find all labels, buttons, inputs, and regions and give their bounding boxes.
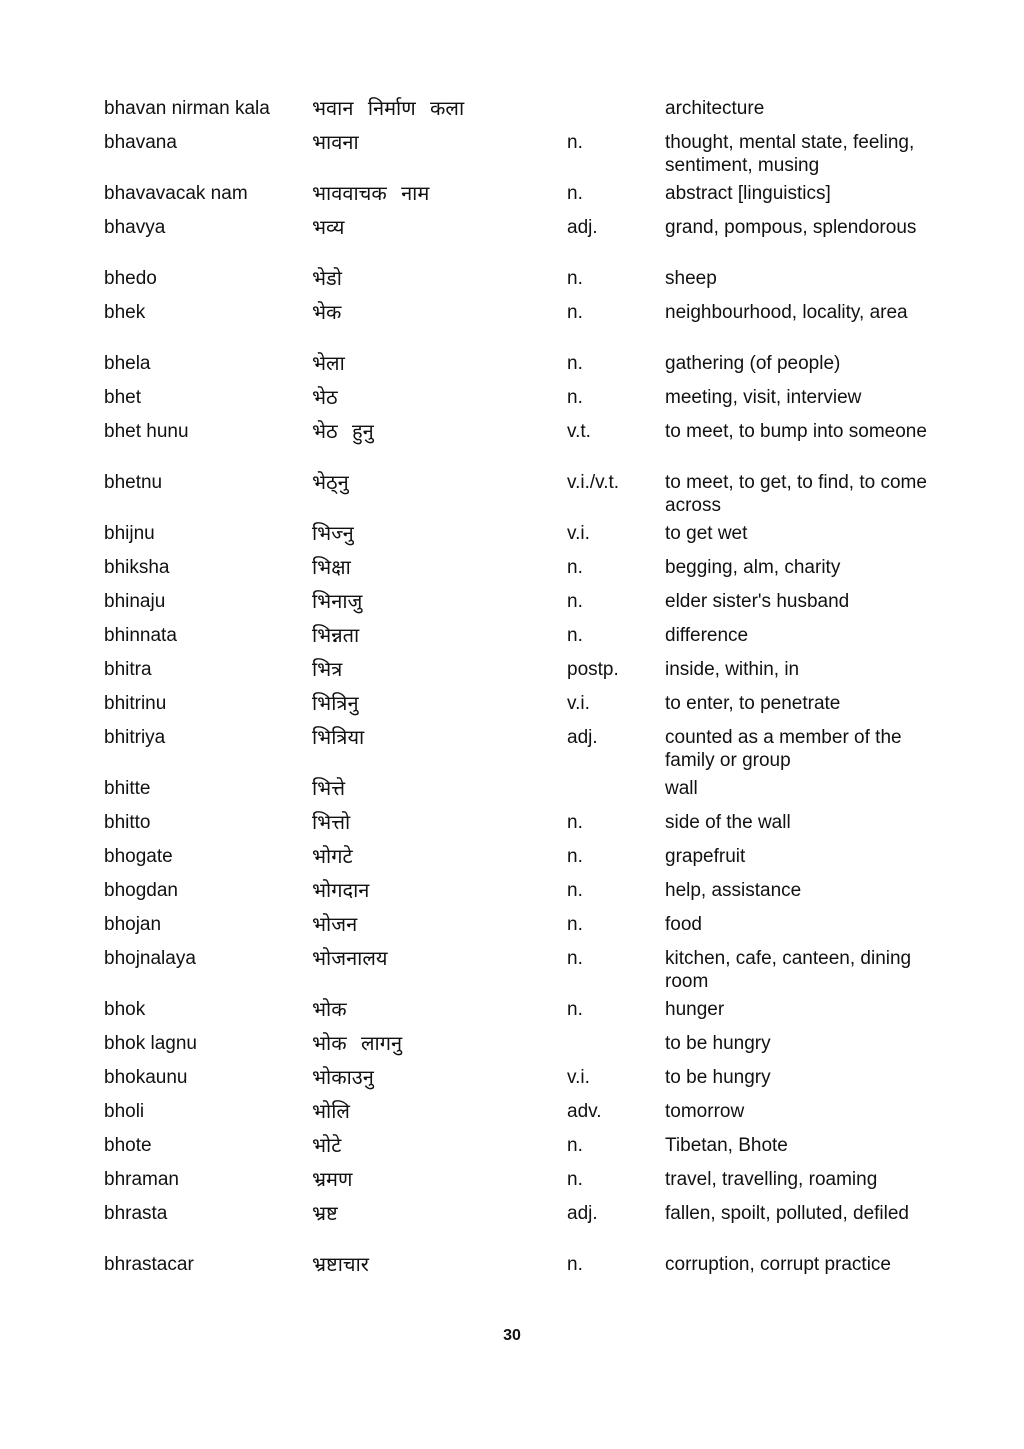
entry-part-of-speech: n. <box>567 1135 583 1156</box>
entry-definition: grapefruit <box>665 846 746 867</box>
dictionary-entry <box>104 845 934 879</box>
entry-devanagari: भेडो <box>312 266 342 290</box>
entry-definition: help, assistance <box>665 880 802 901</box>
dictionary-entry <box>104 726 934 777</box>
entry-definition: to be hungry <box>665 1067 771 1088</box>
entry-definition: side of the wall <box>665 812 791 833</box>
entry-devanagari: भ्रष्टाचार <box>312 1252 369 1276</box>
entry-romanized: bhijnu <box>104 523 155 544</box>
dictionary-entry <box>104 216 934 267</box>
entry-part-of-speech: n. <box>567 268 583 289</box>
entry-romanized: bhogdan <box>104 880 178 901</box>
dictionary-entry <box>104 182 934 216</box>
page-number: 30 <box>503 1327 521 1344</box>
entry-romanized: bhote <box>104 1135 152 1156</box>
entry-romanized: bhela <box>104 353 151 374</box>
entry-part-of-speech: v.i. <box>567 1067 590 1088</box>
dictionary-entry <box>104 777 934 811</box>
entry-romanized: bhrasta <box>104 1203 168 1224</box>
dictionary-entry <box>104 1168 934 1202</box>
entry-devanagari: भेठ <box>312 385 338 409</box>
entry-devanagari: भोटे <box>312 1133 342 1157</box>
entry-definition: hunger <box>665 999 725 1020</box>
dictionary-entry <box>104 913 934 947</box>
entry-romanized: bhek <box>104 302 146 323</box>
entry-definition: to be hungry <box>665 1033 771 1054</box>
entry-definition: to get wet <box>665 523 748 544</box>
entry-definition: difference <box>665 625 749 646</box>
dictionary-entry <box>104 352 934 386</box>
entry-part-of-speech: n. <box>567 914 583 935</box>
entry-romanized: bhet <box>104 387 141 408</box>
entry-definition: sheep <box>665 268 717 289</box>
entry-romanized: bholi <box>104 1101 145 1122</box>
entry-devanagari: भोकाउनु <box>312 1065 374 1089</box>
entry-definition: corruption, corrupt practice <box>665 1254 891 1275</box>
entry-definition: inside, within, in <box>665 659 800 680</box>
entry-definition: Tibetan, Bhote <box>665 1135 788 1156</box>
dictionary-entry <box>104 1100 934 1134</box>
entry-part-of-speech: n. <box>567 1254 583 1275</box>
entry-devanagari: भिन्नता <box>312 623 360 647</box>
entry-romanized: bhojan <box>104 914 162 935</box>
entry-devanagari: भित्रिनु <box>312 691 359 715</box>
entry-devanagari: भेठ हुनु <box>312 419 374 443</box>
entry-romanized: bhitte <box>104 778 151 799</box>
entry-devanagari: भेक <box>312 300 342 324</box>
dictionary-entry <box>104 692 934 726</box>
entry-devanagari: भावना <box>312 130 359 154</box>
entry-romanized: bhojnalaya <box>104 948 196 969</box>
entry-part-of-speech: n. <box>567 999 583 1020</box>
entry-definition: gathering (of people) <box>665 353 841 374</box>
entry-part-of-speech: v.i. <box>567 523 590 544</box>
dictionary-entry <box>104 1066 934 1100</box>
dictionary-entry <box>104 420 934 471</box>
entry-definition: begging, alm, charity <box>665 557 841 578</box>
entry-devanagari: भोक <box>312 997 347 1021</box>
entry-devanagari: भेला <box>312 351 345 375</box>
entry-list <box>104 97 934 1287</box>
dictionary-entry <box>104 301 934 352</box>
entry-romanized: bhitrinu <box>104 693 167 714</box>
entry-part-of-speech: n. <box>567 302 583 323</box>
entry-definition: tomorrow <box>665 1101 745 1122</box>
entry-romanized: bhavana <box>104 132 177 153</box>
entry-part-of-speech: n. <box>567 948 583 969</box>
dictionary-entry <box>104 658 934 692</box>
entry-part-of-speech: n. <box>567 880 583 901</box>
dictionary-entry <box>104 998 934 1032</box>
entry-definition: meeting, visit, interview <box>665 387 862 408</box>
entry-part-of-speech: adv. <box>567 1101 602 1122</box>
entry-definition: food <box>665 914 702 935</box>
dictionary-entry <box>104 522 934 556</box>
entry-romanized: bhedo <box>104 268 157 289</box>
entry-devanagari: भित्रिया <box>312 725 365 749</box>
entry-devanagari: भाववाचक नाम <box>312 181 430 205</box>
entry-romanized: bhraman <box>104 1169 179 1190</box>
entry-romanized: bhogate <box>104 846 173 867</box>
entry-definition: grand, pompous, splendorous <box>665 217 917 238</box>
entry-definition: fallen, spoilt, polluted, defiled <box>665 1203 909 1224</box>
dictionary-entry <box>104 386 934 420</box>
dictionary-entry <box>104 131 934 182</box>
entry-part-of-speech: adj. <box>567 1203 598 1224</box>
dictionary-entry <box>104 879 934 913</box>
entry-devanagari: भिज्नु <box>312 521 354 545</box>
entry-part-of-speech: v.i./v.t. <box>567 472 620 493</box>
entry-part-of-speech: adj. <box>567 217 598 238</box>
entry-part-of-speech: n. <box>567 846 583 867</box>
entry-part-of-speech: n. <box>567 132 583 153</box>
entry-devanagari: भोक लागनु <box>312 1031 403 1055</box>
entry-devanagari: भोलि <box>312 1099 350 1123</box>
entry-romanized: bhavya <box>104 217 166 238</box>
entry-romanized: bhokaunu <box>104 1067 188 1088</box>
entry-romanized: bhrastacar <box>104 1254 194 1275</box>
dictionary-entry <box>104 1134 934 1168</box>
entry-definition: elder sister's husband <box>665 591 850 612</box>
entry-romanized: bhetnu <box>104 472 163 493</box>
entry-devanagari: भ्रष्ट <box>312 1201 338 1225</box>
entry-definition: abstract [linguistics] <box>665 183 831 204</box>
entry-devanagari: भित्ते <box>312 776 346 800</box>
entry-romanized: bhet hunu <box>104 421 189 442</box>
dictionary-entry <box>104 947 934 998</box>
entry-part-of-speech: adj. <box>567 727 598 748</box>
entry-devanagari: भव्य <box>312 215 345 239</box>
dictionary-entry <box>104 1202 934 1253</box>
entry-devanagari: भित्र <box>312 657 343 681</box>
entry-part-of-speech: n. <box>567 387 583 408</box>
entry-definition: to meet, to bump into someone <box>665 421 927 442</box>
entry-romanized: bhavavacak nam <box>104 183 248 204</box>
entry-part-of-speech: n. <box>567 625 583 646</box>
entry-part-of-speech: n. <box>567 812 583 833</box>
entry-romanized: bhitriya <box>104 727 166 748</box>
entry-romanized: bhitra <box>104 659 152 680</box>
entry-devanagari: भिनाजु <box>312 589 363 613</box>
entry-part-of-speech: n. <box>567 183 583 204</box>
entry-part-of-speech: v.i. <box>567 693 590 714</box>
entry-definition: travel, travelling, roaming <box>665 1169 878 1190</box>
dictionary-entry <box>104 556 934 590</box>
entry-romanized: bhinnata <box>104 625 177 646</box>
entry-romanized: bhavan nirman kala <box>104 98 270 119</box>
entry-devanagari: भोजन <box>312 912 358 936</box>
entry-romanized: bhok <box>104 999 146 1020</box>
dictionary-entry <box>104 590 934 624</box>
entry-devanagari: भोगटे <box>312 844 353 868</box>
dictionary-entry <box>104 97 934 131</box>
entry-part-of-speech: n. <box>567 353 583 374</box>
entry-part-of-speech: postp. <box>567 659 619 680</box>
entry-devanagari: भोजनालय <box>312 946 388 970</box>
dictionary-entry <box>104 1253 934 1287</box>
entry-devanagari: भित्तो <box>312 810 351 834</box>
entry-part-of-speech: n. <box>567 1169 583 1190</box>
dictionary-entry <box>104 471 934 522</box>
entry-romanized: bhok lagnu <box>104 1033 197 1054</box>
entry-definition: to enter, to penetrate <box>665 693 841 714</box>
entry-definition: architecture <box>665 98 765 119</box>
entry-devanagari: भेठ्नु <box>312 470 349 494</box>
entry-definition: neighbourhood, locality, area <box>665 302 908 323</box>
entry-definition: kitchen, cafe, canteen, dining room <box>665 948 912 992</box>
entry-devanagari: भोगदान <box>312 878 370 902</box>
dictionary-entry <box>104 624 934 658</box>
entry-part-of-speech: v.t. <box>567 421 591 442</box>
entry-part-of-speech: n. <box>567 557 583 578</box>
entry-definition: to meet, to get, to find, to come across <box>665 472 927 516</box>
entry-romanized: bhiksha <box>104 557 170 578</box>
dictionary-entry <box>104 1032 934 1066</box>
entry-devanagari: भिक्षा <box>312 555 351 579</box>
entry-devanagari: भ्रमण <box>312 1167 353 1191</box>
entry-part-of-speech: n. <box>567 591 583 612</box>
entry-definition: wall <box>665 778 698 799</box>
entry-romanized: bhitto <box>104 812 151 833</box>
dictionary-entry <box>104 811 934 845</box>
dictionary-entry <box>104 267 934 301</box>
entry-definition: thought, mental state, feeling, sentiment, musing <box>665 132 915 176</box>
entry-devanagari: भवान निर्माण कला <box>312 96 465 120</box>
entry-romanized: bhinaju <box>104 591 166 612</box>
entry-definition: counted as a member of the family or group <box>665 727 902 771</box>
